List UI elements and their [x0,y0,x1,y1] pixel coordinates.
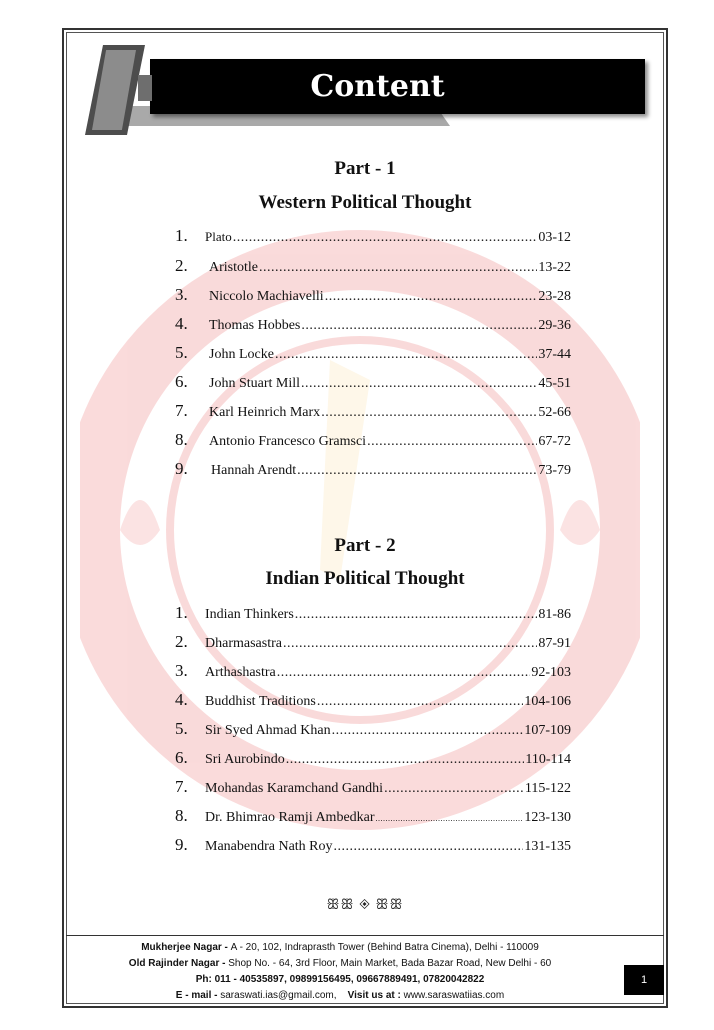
toc-title: Karl Heinrich Marx [209,405,321,420]
toc-number: 9. [175,835,188,854]
toc-leader [384,781,524,797]
toc-number: 7. [175,401,188,420]
toc-pages: 81-86 [538,607,571,622]
toc-pages: 131-135 [524,839,571,854]
toc-leader [233,230,538,246]
toc-entry[interactable] [175,661,571,685]
toc-leader [286,752,525,768]
toc-title: Dharmasastra [205,636,282,651]
toc-title: Arthashastra [205,665,276,680]
toc-entry[interactable] [175,690,571,714]
toc-entry[interactable] [175,719,571,743]
toc-entry[interactable] [175,777,571,801]
footer-label: Visit us at : [347,990,404,1001]
toc-pages: 107-109 [524,723,571,738]
toc-leader [277,665,531,681]
toc-entry[interactable] [175,430,571,454]
toc-leader [301,318,537,334]
toc-entry[interactable] [175,256,571,280]
toc-number: 7. [175,777,188,796]
toc-title: Mohandas Karamchand Gandhi [205,781,384,796]
toc-number: 8. [175,806,188,825]
toc-pages: 115-122 [524,781,571,796]
page-title: Content [310,69,445,104]
toc-leader [317,694,523,710]
footer-label: Old Rajinder Nagar - [128,958,229,969]
toc-leader [321,405,537,421]
toc-entry[interactable] [175,401,571,425]
toc-pages: 37-44 [538,347,571,362]
toc-number: 8. [175,430,188,449]
part-1-label: Part - 1 [334,158,396,179]
footer-phone: Ph: 011 - 40535897, 09899156495, 09667889491, 07820042822 [195,974,485,985]
toc-leader [325,289,538,305]
toc-number: 5. [175,343,188,362]
toc-entry[interactable] [175,314,571,338]
toc-title: Sir Syed Ahmad Khan [205,723,331,738]
toc-pages: 23-28 [538,289,571,304]
toc-leader [367,434,537,450]
toc-number: 1. [175,226,188,245]
part-2-label: Part - 2 [334,535,396,556]
footer-email-link[interactable]: saraswati.ias@gmail.com, [220,990,337,1001]
toc-leader [275,347,537,363]
toc-pages: 87-91 [538,636,571,651]
footer-text: Shop No. - 64, 3rd Floor, Main Market, Bada Bazar Road, New Delhi - 60 [228,958,552,969]
part-2-heading: Indian Political Thought [265,568,465,589]
toc-entry[interactable] [175,748,571,772]
toc-title: Antonio Francesco Gramsci [209,434,367,449]
toc-number: 4. [175,314,188,333]
toc-entry[interactable] [175,285,571,309]
toc-entry[interactable] [175,603,571,627]
toc-pages: 03-12 [538,230,571,245]
toc-entry[interactable] [175,343,571,367]
toc-title: Indian Thinkers [205,607,294,622]
toc-title: Dr. Bhimrao Ramji Ambedkar [205,810,375,825]
toc-number: 2. [175,256,188,275]
toc-number: 2. [175,632,188,651]
toc-number: 4. [175,690,188,709]
toc-leader [332,723,524,739]
ornament-divider: ꕥꕥ ◈ ꕥꕥ [326,898,404,913]
toc-pages: 29-36 [538,318,571,333]
toc-number: 3. [175,285,188,304]
footer-line-contact [80,988,600,1004]
footer-line-address-2 [80,956,600,972]
toc-leader [301,376,537,392]
footer-line-phone [80,972,600,988]
toc-title: Sri Aurobindo [205,752,285,767]
toc-entry[interactable] [175,459,571,483]
footer-website-link[interactable]: www.saraswatiias.com [403,990,505,1001]
toc-title: Aristotle [209,260,258,275]
toc-title: Hannah Arendt [211,463,297,478]
footer-line-address-1 [80,940,600,956]
toc-pages: 67-72 [538,434,571,449]
toc-title: Thomas Hobbes [209,318,301,333]
toc-leader [283,636,537,652]
toc-number: 9. [175,459,188,478]
part-1-heading: Western Political Thought [258,192,472,213]
toc-number: 5. [175,719,188,738]
page-number: 1 [624,965,664,995]
toc-number: 6. [175,372,188,391]
footer-label: E - mail - [175,990,221,1001]
toc-leader [376,814,524,823]
toc-entry[interactable] [175,806,571,830]
toc-pages: 73-79 [538,463,571,478]
toc-leader [259,260,537,276]
toc-entry[interactable] [175,372,571,396]
toc-leader [295,607,538,623]
toc-title: John Stuart Mill [209,376,301,391]
toc-leader [297,463,537,479]
toc-title: Buddhist Traditions [205,694,316,709]
toc-entry[interactable] [175,226,571,250]
toc-title: John Locke [209,347,274,362]
toc-title: Manabendra Nath Roy [205,839,333,854]
toc-pages: 52-66 [538,405,571,420]
toc-entry[interactable] [175,835,571,859]
toc-pages: 45-51 [538,376,571,391]
footer-label: Mukherjee Nagar - [141,942,231,953]
toc-number: 6. [175,748,188,767]
footer [80,940,600,1004]
toc-number: 1. [175,603,188,622]
toc-number: 3. [175,661,188,680]
footer-rule [66,935,664,936]
toc-entry[interactable] [175,632,571,656]
toc-pages: 13-22 [538,260,571,275]
toc-leader [334,839,524,855]
footer-text: A - 20, 102, Indraprasth Tower (Behind Batra Cinema), Delhi - 110009 [230,942,539,953]
toc-pages: 104-106 [524,694,571,709]
toc-pages: 110-114 [525,752,571,767]
toc-pages: 92-103 [531,665,571,680]
toc-pages: 123-130 [524,810,571,825]
toc-title: Niccolo Machiavelli [209,289,324,304]
toc-title: Plato [205,229,232,244]
